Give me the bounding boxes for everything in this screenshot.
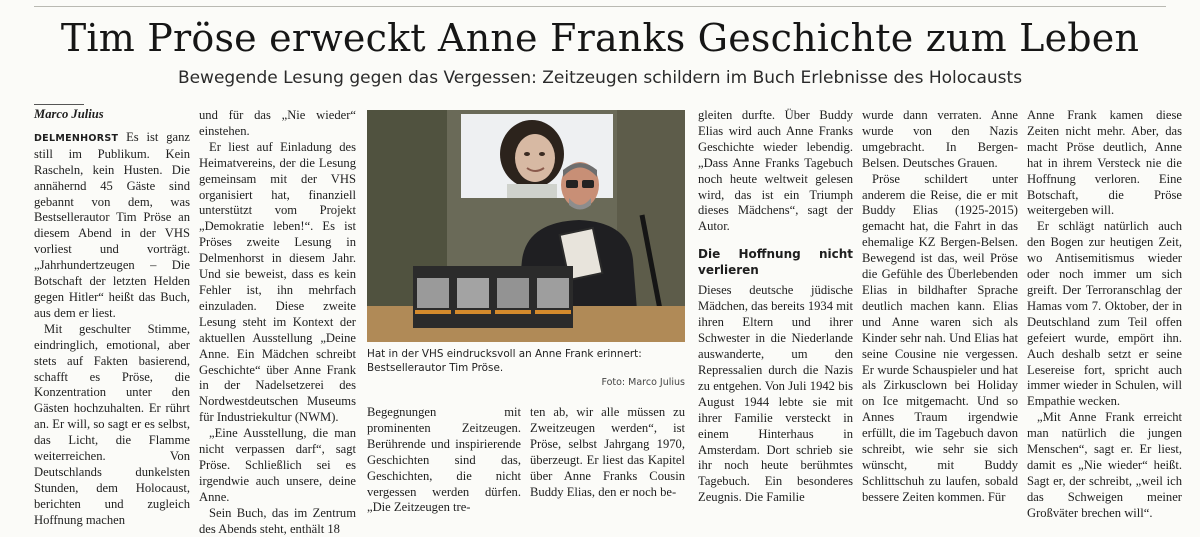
paragraph: ten ab, wir alle müssen zu Zweitzeugen werden“, ist Pröse, selbst Jahrgang 1970, überzeugt. Er liest das Kapitel über Anne Franks Cousin Buddy Elias, den er noch be-	[530, 405, 685, 499]
article-subheadline: Bewegende Lesung gegen das Vergessen: Zeitzeugen schildern im Buch Erlebnisse des Holocausts	[177, 68, 1023, 88]
paragraph: Anne Frank kamen diese Zeiten nicht mehr. Aber, das macht Pröse deutlich, Anne hat in ihrem Versteck nie die Hoffnung verloren. Eine Botschaft, die Pröse weitergeben will.	[1027, 108, 1182, 218]
section-subheading: Die Hoffnung nicht verlieren	[698, 247, 853, 277]
article-headline: Tim Pröse erweckt Anne Franks Geschichte zum Leben	[60, 16, 1140, 60]
paragraph: „Eine Ausstellung, die man nicht verpassen darf“, sagt Pröse. Schließlich sei es irgendwie auch unsere, deine Anne.	[199, 426, 356, 504]
paragraph: „Mit Anne Frank erreicht man natürlich die jungen Menschen“, sagt er. Er liest, damit es „Nie wieder“ heißt. Sagt er, der schreibt, „weil ich das Schweigen meiner Großväter brechen will“.	[1027, 410, 1182, 520]
column-6	[1027, 108, 1182, 522]
book-stack	[413, 266, 573, 328]
paragraph: Er liest auf Einladung des Heimatvereins, der die Lesung gemeinsam mit der VHS organisiert hat, finanziell unterstützt vom Projekt „Demokratie leben!“. Es ist Pröses zweite Lesung in Delmenhorst in diesem Jahr. Und sie beweist, dass es kein Fehler ist, ihn mehrfach einzuladen. Diese zweite Lesung steht im Kontext der aktuellen Ausstellung „Deine Anne. Ein Mädchen schreibt Geschichte“ über Anne Frank in der Nadelsetzerei des Nordwestdeutschen Museums für Industriekultur (NWM).	[199, 139, 356, 425]
dateline: DELMENHORST	[34, 132, 119, 144]
column-2	[199, 108, 356, 537]
paragraph: Sein Buch, das im Zentrum des Abends steht, enthält 18	[199, 505, 356, 536]
photo-credit: Foto: Marco Julius	[601, 377, 685, 389]
column-3a	[367, 405, 521, 516]
caption-text: Hat in der VHS eindrucksvoll an Anne Frank erinnert: Bestsellerautor Tim Pröse.	[367, 348, 642, 374]
paragraph: und für das „Nie wieder“ einstehen.	[199, 108, 356, 138]
author-rule	[34, 104, 84, 105]
column-5	[862, 108, 1018, 506]
top-rule	[34, 6, 1166, 7]
paragraph: Dieses deutsche jüdische Mädchen, das bereits 1934 mit ihren Eltern und ihrer Schwester in die Niederlande auswanderte, um den Repressalien durch die Nazis zu entgehen. Von Juli 1942 bis August 1944 lebte sie mit ihrer Familie versteckt in einem Hinterhaus in Amsterdam. Dort schrieb sie ihr noch heute berühmtes Tagebuch. Ein besonderes Zeugnis. Die Familie	[698, 283, 853, 505]
paragraph: Begegnungen mit prominenten Zeitzeugen. Berührende und inspirierende Geschichten sind das, Geschichten, die nicht vergessen werden dürfen. „Die Zeitzeugen tre-	[367, 405, 521, 515]
paragraph: wurde dann verraten. Anne wurde von den Nazis umgebracht. In Bergen-Belsen. Deutsches Grauen.	[862, 108, 1018, 170]
photo-caption	[367, 348, 685, 390]
column-4	[698, 108, 853, 506]
column-3b	[530, 405, 685, 500]
article-photo	[367, 110, 685, 342]
paragraph: Pröse schildert unter anderem die Reise, die er mit Buddy Elias (1925-2015) gemacht hat, die Fahrt in das ehemalige KZ Bergen-Belsen. Bewegend ist das, weil Pröse die Gefühle des Überlebenden Elias in bildhafter Sprache deutlich machen kann. Elias und Anne waren sich als Kinder sehr nah. Und Elias hat seine Cousine nie vergessen. Er wurde Schauspieler und hat als Zirkusclown bei Holiday on Ice mitgemacht. Und so Annes Traum irgendwie erfüllt, die im Tagebuch davon schreibt, wie sehr sie sich wünscht, mit Buddy Schlittschuh zu laufen, sobald bessere Zeiten kommen. Für	[862, 171, 1018, 504]
column-1	[34, 104, 190, 529]
paragraph: Er schlägt natürlich auch den Bogen zur heutigen Zeit, wo Antisemitismus wieder oder noch immer um sich greift. Der Terroranschlag der Hamas vom 7. Oktober, der in Deutschland zum Teil offen gefeiert wurde, empört ihn. Auch deshalb setzt er seine Lesereise fort, spricht auch immer wieder in Schulen, will Empathie wecken.	[1027, 219, 1182, 409]
paragraph: Mit geschulter Stimme, eindringlich, emotional, aber stets auf Fakten basierend, schafft es Pröse, die Konzentration unter den Gästen hochzuhalten. Er rührt an. Er will, so sagt er es selbst, das Licht, die Flamme weiterreichen. Von Deutschlands dunkelsten Stunden, dem Holocaust, berichten und zugleich Hoffnung machen	[34, 321, 190, 527]
projected-portrait	[500, 120, 564, 198]
photo-illustration	[367, 110, 685, 342]
paragraph: gleiten durfte. Über Buddy Elias wird auch Anne Franks Geschichte wieder lebendig. „Dass Anne Franks Tagebuch noch heute weltweit gelesen wird, das ist ein Triumph dieses Mädchens“, sagt der Autor.	[698, 108, 853, 234]
author-name: Marco Julius	[34, 107, 104, 121]
paragraph: DELMENHORST Es ist ganz still im Publikum. Kein Rascheln, kein Husten. Die annähernd 45 Gäste sind gebannt von dem, was Bestsellerautor Tim Pröse an diesem Abend in der VHS vorliest und vorträgt. „Jahrhundertzeugen – Die Botschaft der letzten Helden gegen Hitler“ heißt das Buch, aus dem er liest.	[34, 129, 190, 320]
